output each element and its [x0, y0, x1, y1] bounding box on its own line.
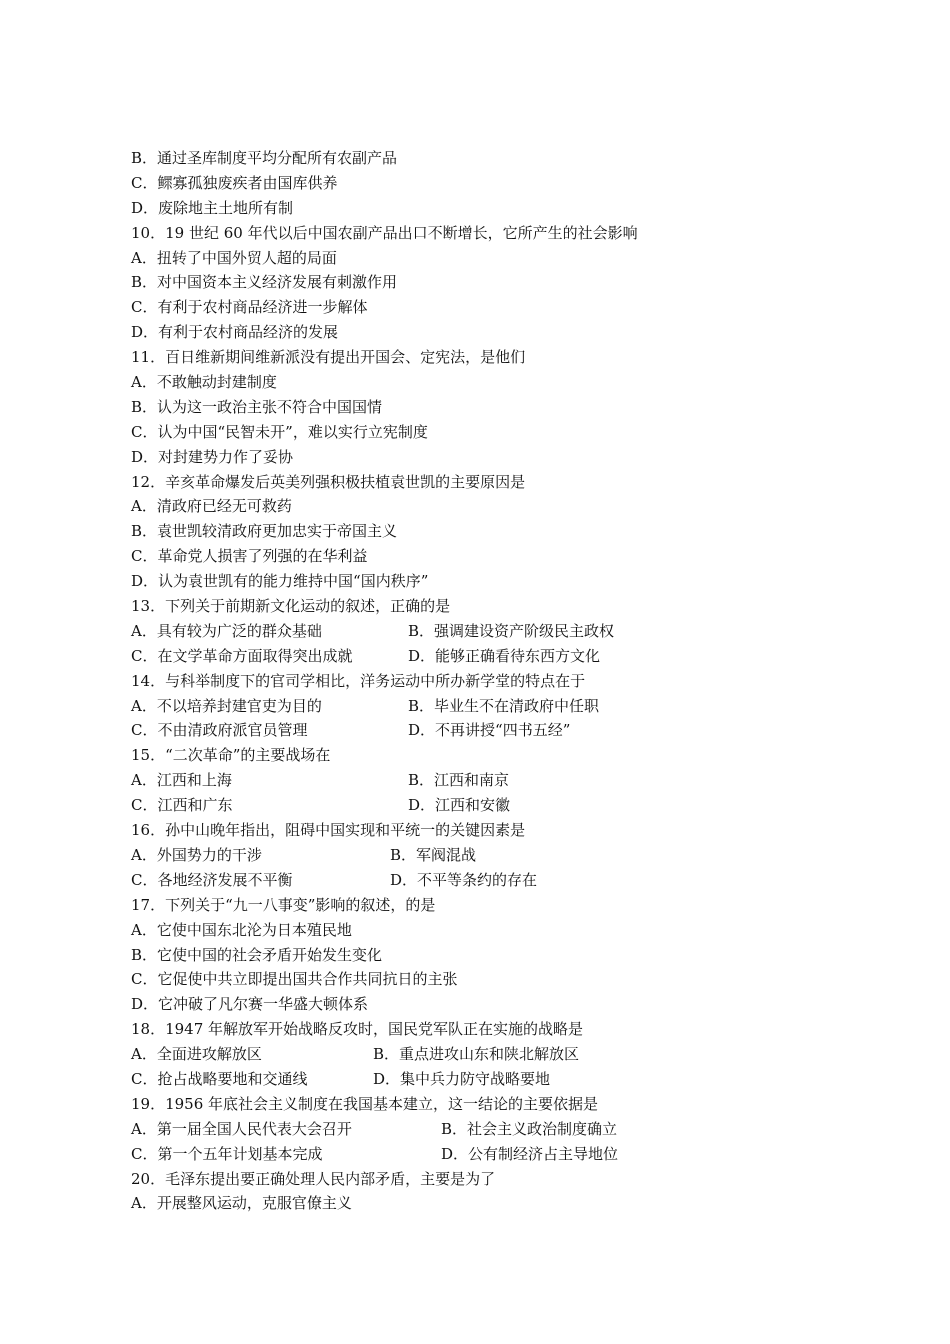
option-text: D．能够正确看待东西方文化 — [408, 646, 601, 665]
line-text: 11．百日维新期间维新派没有提出开国会、定宪法，是他们 — [131, 348, 526, 367]
option-row — [131, 793, 831, 818]
line-text: C．抢占战略要地和交通线 — [131, 1069, 308, 1088]
option-row — [131, 1117, 831, 1142]
option-line — [131, 1191, 831, 1216]
option-line — [131, 270, 831, 295]
line-text: A．全面进攻解放区 — [131, 1045, 262, 1064]
line-text: C．革命党人损害了列强的在华利益 — [131, 547, 368, 566]
line-text: A．不以培养封建官吏为目的 — [131, 696, 322, 715]
line-text: A．江西和上海 — [131, 771, 232, 790]
option-line — [131, 420, 831, 445]
option-text: B．军阀混战 — [390, 845, 477, 864]
question-line — [131, 345, 831, 370]
line-text: B．对中国资本主义经济发展有刺激作用 — [131, 273, 398, 292]
option-text: B．江西和南京 — [408, 771, 510, 790]
option-line — [131, 445, 831, 470]
option-line — [131, 295, 831, 320]
line-text: A．具有较为广泛的群众基础 — [131, 621, 322, 640]
option-row — [131, 619, 831, 644]
option-line — [131, 171, 831, 196]
option-line — [131, 320, 831, 345]
option-text: D．集中兵力防守战略要地 — [373, 1069, 551, 1088]
option-row — [131, 1142, 831, 1167]
question-line — [131, 1167, 831, 1192]
question-line — [131, 1017, 831, 1042]
option-line — [131, 146, 831, 171]
option-row — [131, 718, 831, 743]
line-text: A．不敢触动封建制度 — [131, 373, 277, 392]
option-line — [131, 569, 831, 594]
option-row — [131, 768, 831, 793]
line-text: D．废除地主土地所有制 — [131, 198, 294, 217]
option-line — [131, 519, 831, 544]
line-text: 15．“二次革命”的主要战场在 — [131, 746, 331, 765]
option-row — [131, 843, 831, 868]
line-text: 13．下列关于前期新文化运动的叙述，正确的是 — [131, 597, 451, 616]
line-text: 12．辛亥革命爆发后英美列强积极扶植袁世凯的主要原因是 — [131, 472, 526, 491]
option-line — [131, 992, 831, 1017]
question-line — [131, 893, 831, 918]
line-text: B．袁世凯较清政府更加忠实于帝国主义 — [131, 522, 398, 541]
line-text: 10．19 世纪 60 年代以后中国农副产品出口不断增长，它所产生的社会影响 — [131, 223, 638, 242]
line-text: 20．毛泽东提出要正确处理人民内部矛盾，主要是为了 — [131, 1169, 496, 1188]
option-row — [131, 1067, 831, 1092]
line-text: B．它使中国的社会矛盾开始发生变化 — [131, 945, 383, 964]
question-line — [131, 743, 831, 768]
line-text: C．在文学革命方面取得突出成就 — [131, 646, 353, 665]
option-text: D．不再讲授“四书五经” — [408, 721, 571, 740]
option-line — [131, 544, 831, 569]
question-line — [131, 669, 831, 694]
option-text: B．重点进攻山东和陕北解放区 — [373, 1045, 580, 1064]
option-text: B．强调建设资产阶级民主政权 — [408, 621, 615, 640]
option-text: B．社会主义政治制度确立 — [441, 1119, 618, 1138]
line-text: A．扭转了中国外贸人超的局面 — [131, 248, 337, 267]
option-line — [131, 967, 831, 992]
option-line — [131, 246, 831, 271]
line-text: A．外国势力的干涉 — [131, 845, 262, 864]
line-text: A．清政府已经无可救药 — [131, 497, 292, 516]
option-row — [131, 1042, 831, 1067]
line-text: C．鳏寡孤独废疾者由国库供养 — [131, 173, 338, 192]
option-line — [131, 196, 831, 221]
option-text: D．江西和安徽 — [408, 796, 511, 815]
line-text: 18．1947 年解放军开始战略反攻时，国民党军队正在实施的战略是 — [131, 1020, 584, 1039]
line-text: C．江西和广东 — [131, 796, 233, 815]
line-text: 16．孙中山晚年指出，阻碍中国实现和平统一的关键因素是 — [131, 821, 526, 840]
line-text: D．有利于农村商品经济的发展 — [131, 323, 339, 342]
line-text: C．第一个五年计划基本完成 — [131, 1144, 323, 1163]
line-text: D．对封建势力作了妥协 — [131, 447, 294, 466]
line-text: 17．下列关于“九一八事变”影响的叙述，的是 — [131, 895, 436, 914]
option-text: D．不平等条约的存在 — [390, 870, 538, 889]
option-line — [131, 494, 831, 519]
line-text: B．认为这一政治主张不符合中国国情 — [131, 397, 383, 416]
exam-page — [131, 146, 831, 1216]
line-text: 14．与科举制度下的官司学相比，洋务运动中所办新学堂的特点在于 — [131, 671, 586, 690]
line-text: A．第一届全国人民代表大会召开 — [131, 1119, 352, 1138]
option-row — [131, 694, 831, 719]
option-row — [131, 868, 831, 893]
option-row — [131, 644, 831, 669]
line-text: A．它使中国东北沦为日本殖民地 — [131, 920, 352, 939]
option-line — [131, 918, 831, 943]
question-line — [131, 818, 831, 843]
question-line — [131, 221, 831, 246]
line-text: C．不由清政府派官员管理 — [131, 721, 308, 740]
line-text: C．有利于农村商品经济进一步解体 — [131, 298, 368, 317]
line-text: D．它冲破了凡尔赛一华盛大顿体系 — [131, 995, 369, 1014]
line-text: A．开展整风运动，克服官僚主义 — [131, 1194, 352, 1213]
question-line — [131, 470, 831, 495]
option-line — [131, 943, 831, 968]
option-text: B．毕业生不在清政府中任职 — [408, 696, 600, 715]
question-line — [131, 594, 831, 619]
line-text: C．各地经济发展不平衡 — [131, 870, 293, 889]
line-text: C．它促使中共立即提出国共合作共同抗日的主张 — [131, 970, 458, 989]
option-line — [131, 395, 831, 420]
line-text: D．认为袁世凯有的能力维持中国“国内秩序” — [131, 572, 429, 591]
line-text: 19．1956 年底社会主义制度在我国基本建立，这一结论的主要依据是 — [131, 1094, 599, 1113]
line-text: C．认为中国“民智未开”，难以实行立宪制度 — [131, 422, 428, 441]
line-text: B．通过圣库制度平均分配所有农副产品 — [131, 149, 398, 167]
option-text: D．公有制经济占主导地位 — [441, 1144, 619, 1163]
question-line — [131, 1092, 831, 1117]
option-line — [131, 370, 831, 395]
